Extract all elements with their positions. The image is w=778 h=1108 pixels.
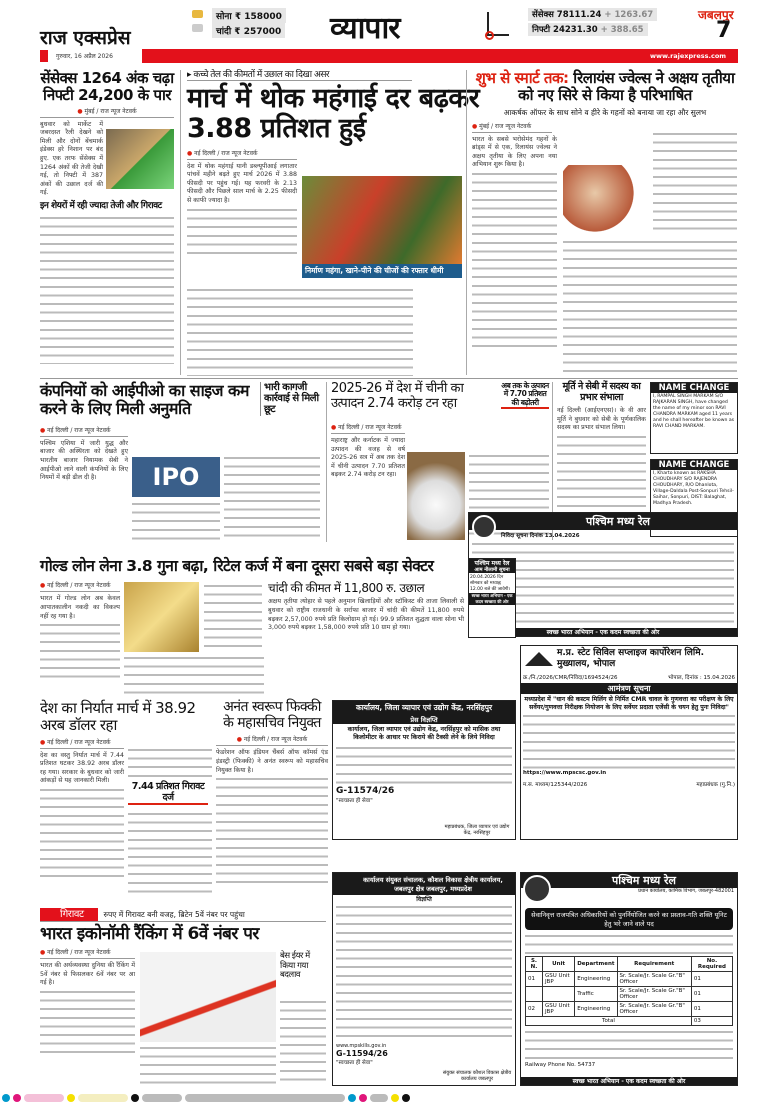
falling-graph-photo — [140, 952, 276, 1042]
body-text-lines — [40, 988, 135, 1058]
stock-chart-photo — [106, 129, 174, 189]
ad-signature: संयुक्त संचालक कौशल विकास क्षेत्रीय कार्यालय जबलपुर — [442, 1070, 512, 1082]
body-text-lines — [124, 654, 264, 694]
ad-heading: मध्यप्रदेश में "धान की कस्टम मिलिंग से निर्मित CMR चावल के गुणवत्ता का परीक्षण के लिए सर्वेयर/गुणवत्ता निरीक्षक नियोजन के लिए सर्वेयर प्रदाता एजेंसी के चयन हेतु पुनः निविदा" — [524, 696, 734, 711]
story-ipo — [40, 382, 320, 542]
vegetable-market-photo — [302, 176, 462, 264]
body-text-lines — [187, 286, 413, 376]
body-text-lines — [653, 130, 737, 235]
market-chart-icon — [487, 12, 509, 36]
ad-url[interactable]: www.mpskills.gov.in — [336, 1043, 387, 1049]
story-reliance — [466, 70, 738, 375]
ad-code: G-11574/26 — [336, 786, 395, 796]
ad-title: म.प्र. स्टेट सिविल सप्लाइज कार्पोरेशन लिमि. मुख्यालय, भोपाल — [557, 648, 705, 669]
body-text-lines — [40, 214, 174, 364]
subheadline: आकर्षक ऑफर के साथ सोने व हीरे के गहनों को बनाया जा रहा और सुलभ — [503, 107, 707, 117]
body-text-lines — [472, 170, 557, 350]
body-text: देश में थोक महंगाई यानी डब्ल्यूपीआई लगातार पांचवें महीने बढ़ते हुए मार्च 2026 में 3.88 फीसदी पर पहुंच गई। यह फरवरी के 2.13 फीसदी और पिछले साल मार्च के 2.25 फीसदी से काफी ज्यादा है। — [187, 162, 297, 204]
ad-text-lines — [525, 932, 733, 954]
body-text: भारत के सबसे भरोसेमंद गहनों के ब्रांड्स में से एक, रिलायंस ज्वेल्स ने अक्षय तृतीया के लिए अपना नया अभियान शुरू किया है। — [472, 135, 557, 169]
tag-subhead: रुपए में गिरावट बनी वजह, ब्रिटेन 5वें नंबर पर पहुंचा — [103, 909, 245, 919]
ad-text: I, Kharto known as RAKSHA CHOUDHARY S/O RAJENDRA CHOUDHARY, R/O Dhanlota, Village-Daldala Post-Sonpuri Tehsil-Saihar, Sonpuri, DIST: Balaghat, Madhya Pradesh. — [653, 471, 734, 506]
ad-aam-nilami — [468, 558, 516, 638]
body-text: महाराष्ट्र और कर्नाटक में ज्यादा उत्पादन की वजह से वर्ष 2025-26 सत्र में अब तक देश में चीनी उत्पादन 7.70 प्रतिशत बढ़कर 2.74 करोड़ टन रहा। — [331, 437, 405, 479]
ad-text: I, RAMPAL SINGH MARKAM S/O RAJKARAN SINGH, have changed the name of my minor son RAVI CHANDRA MARKAM aged 11 years and he shall hereafter be known as RAVI CHAND MARKAM. — [653, 394, 735, 429]
side-headline: बेस ईयर में किया गया बदलाव — [280, 951, 310, 981]
body-text-lines — [187, 206, 297, 256]
subhead: इन शेयरों में रही ज्यादा तेजी और गिरावट — [40, 200, 162, 211]
gold-bars-photo — [124, 582, 199, 652]
ad-ref2: म.स. माध्यम/125344/2026 महाप्रबंधक (गु.नि.) — [523, 782, 735, 788]
silver-icon — [192, 24, 203, 32]
byline: ● नई दिल्ली / राज न्यूज नेटवर्क — [187, 149, 297, 160]
section-title: व्यापार — [330, 11, 400, 46]
requirement-table — [525, 956, 733, 1026]
ad-bar: आमंत्रण सूचना — [521, 683, 737, 694]
table-row: Traffic Sr. Scale/Jr. Scale Gr."B" Officer 01 — [526, 987, 733, 1002]
ad-civil-supplies — [520, 645, 738, 840]
gold-icon — [192, 10, 203, 18]
body-text-lines — [280, 998, 326, 1086]
ad-title: पश्चिम मध्य रेल — [469, 559, 515, 567]
ad-code: G-11594/26 — [336, 1049, 388, 1058]
col-header: S. N. — [526, 957, 543, 972]
headline: भारत इकोनॉमी रैंकिंग में 6वें नंबर पर — [40, 924, 259, 945]
body-text: अक्षय तृतीया त्योहार से पहले अनुमान खिलाड़ियों और स्टॉकिस्ट की ताजा लिवाली से बुधवार को राष्ट्रीय राजधानी के सर्राफा बाजार में चांदी की कीमतें 11,800 रुपये बढ़कर 2,57,000 रुपये प्रति किलोग्राम हो गई। 99.9 प्रतिशत शुद्धता वाला सोना भी 3,000 रुपये बढ़कर 1,58,000 रुपये प्रति 10 ग्राम हो गया। — [268, 598, 464, 632]
kicker: ▸ कच्चे तेल की कीमतों में उछाल का दिखा असर — [187, 70, 412, 81]
byline: ● नई दिल्ली / राज न्यूज नेटवर्क — [40, 426, 128, 437]
ad-title: कार्यालय, जिला व्यापार एवं उद्योग केंद्र, नरसिंहपुर — [333, 701, 515, 715]
silver-price: चांदी ₹ 257000 — [212, 23, 285, 38]
story-economy — [40, 908, 326, 1088]
headline: देश का निर्यात मार्च में 38.92 अरब डॉलर रहा — [40, 699, 196, 734]
ad-footer: स्वच्छ भारत अभियान - एक कदम स्वच्छता की ओर — [469, 628, 737, 636]
divider — [40, 378, 738, 379]
website[interactable]: www.rajexpress.com — [650, 52, 727, 60]
ad-text-lines — [523, 712, 735, 770]
masthead — [0, 0, 778, 66]
story-silver — [268, 582, 464, 633]
headline: मार्च में थोक महंगाई दर बढ़कर 3.88 प्रतिशत हुई — [187, 83, 480, 145]
table-total-row: Total 03 — [526, 1017, 733, 1026]
ad-subtitle: निविदा सूचना दिनांक 13.04.2026 — [501, 533, 580, 539]
body-text-lines — [128, 746, 212, 780]
col-header: No. Required — [691, 957, 732, 972]
ad-signature: महाप्रबंधक, जिला व्यापार एवं उद्योग केंद्र, नरसिंहपुर — [444, 824, 510, 836]
ad-phone: Railway Phone No. 54737 — [525, 1062, 596, 1068]
byline: ● नई दिल्ली / राज न्यूज नेटवर्क — [331, 423, 405, 434]
red-marker — [40, 50, 48, 62]
headline: 2025-26 में देश में चीनी का उत्पादन 2.74 करोड़ टन रहा — [331, 381, 464, 411]
ad-slogan: "स्वच्छता ही सेवा" — [336, 798, 373, 804]
headline: मूर्ति ने सेबी में सदस्य का प्रभार संभाला — [562, 381, 641, 403]
story-ficci — [216, 700, 328, 900]
ad-text-lines — [336, 744, 512, 786]
headline: चांदी की कीमत में 11,800 रु. उछाल — [268, 581, 425, 595]
body-text-lines — [216, 775, 328, 885]
ad-subtitle: प्रेस विज्ञप्ति — [333, 715, 515, 724]
jewellery-model-photo — [563, 165, 643, 235]
body-text-lines — [40, 621, 120, 681]
ad-title: NAME CHANGE — [651, 460, 737, 470]
photo-caption: निर्माण महंगा, खाने-पीने की चीजों की रफ्तार धीमी — [302, 264, 462, 278]
body-text: भारत की अर्थव्यवस्था दुनिया की रैंकिंग में 5वें नंबर से फिसलकर 6वें नंबर पर आ गई है। — [40, 962, 135, 987]
body-text-lines — [224, 454, 320, 540]
nifty-ticker: निफ्टी 24231.30 + 388.65 — [528, 23, 648, 36]
body-text: नई दिल्ली (आईएनएस)। के वी आर मूर्ति ने बुधवार को सेबी के पूर्णकालिक सदस्य का प्रभार संभाल लिया। — [557, 407, 646, 432]
ad-subtitle: आम नीलामी सूचना — [469, 567, 515, 573]
logo: राज एक्सप्रेस — [40, 27, 131, 49]
body-text-lines — [563, 238, 737, 373]
story-sensex — [40, 70, 174, 375]
side-headline: भारी कागजी कार्रवाई से मिली छूट — [260, 382, 322, 416]
body-text: बुधवार को मार्केट में जबरदस्त रैली देखने को मिली और दोनों बेंचमार्क इंडेक्स हरे निशान पर बंद हुए. एक तरफ सेंसेक्स में 1264 अंकों की तेजी देखी गई, तो निफ्टी में 387 अंकों की उछाल दर्ज की गई. — [40, 120, 103, 197]
headline: अनंत स्वरूप फिक्की के महासचिव नियुक्त — [223, 699, 321, 731]
table-row: 02 GSU Unit JBP Engineering Sr. Scale/Jr. Scale Gr."B" Officer 01 — [526, 1002, 733, 1017]
byline: ● नई दिल्ली / राज न्यूज नेटवर्क — [40, 948, 135, 959]
body-text-lines — [204, 582, 262, 652]
sensex-ticker: सेंसेक्स 78111.24 + 1263.67 — [528, 8, 657, 21]
ad-text: 20.04.2026 दिन सोमवार को मध्याह्न 12.00 बजे की जावेगी। — [470, 575, 511, 592]
col-header: Department — [575, 957, 617, 972]
byline: ● मुंबई / राज न्यूज नेटवर्क — [472, 122, 552, 133]
side-box: अब तक के उत्पादन में 7.70 प्रतिशत की बढ़ोतरी — [501, 382, 549, 409]
col-header: Requirement — [617, 957, 691, 972]
railway-logo-icon — [472, 515, 496, 539]
civil-supplies-logo-icon — [525, 652, 553, 666]
byline: ● नई दिल्ली / राज न्यूज नेटवर्क — [40, 738, 124, 749]
ad-heading: कार्यालय, जिला व्यापार एवं उद्योग केंद्र, नरसिंहपुर को मासिक तथा किलोमीटर के आधार पर किराये की टैक्सी लेने के लिये निविदा — [347, 726, 501, 741]
story-export — [40, 700, 212, 900]
ad-slogan: "स्वच्छता ही सेवा" — [336, 1060, 373, 1066]
body-text-lines — [128, 810, 212, 898]
ad-title: कार्यालय संयुक्त संचालक, कौशल विकास क्षेत्रीय कार्यालय, जबलपुर क्षेत्र जबलपुर, मध्यप्रदेश — [333, 873, 515, 895]
story-goldloan — [40, 558, 464, 698]
byline: ● नई दिल्ली / राज न्यूज नेटवर्क — [216, 735, 328, 746]
ad-footer: स्वच्छ भारत अभियान - एक कदम स्वच्छता की ओर — [469, 593, 515, 605]
body-text: पश्चिम एशिया में जारी युद्ध और बाजार की अस्थिरता को देखते हुए भारतीय बाजार नियामक सेबी ने आईपीओ लाने वाली कंपनियों के लिए नियमों में बड़ी ढील दी है। — [40, 439, 128, 482]
body-text-lines — [140, 1044, 276, 1086]
headline: सेंसेक्स 1264 अंक चढ़ा निफ्टी 24,200 के पार — [40, 69, 174, 104]
sugar-photo — [407, 452, 465, 540]
ad-url[interactable]: https://www.mpscsc.gov.in — [523, 770, 607, 776]
classified-ad — [650, 382, 738, 454]
headline: गोल्ड लोन लेना 3.8 गुना बढ़ा, रिटेल कर्ज में बना दूसरा सबसे बड़ा सेक्टर — [40, 557, 434, 575]
tag: गिरावट — [40, 908, 98, 921]
ipo-photo: IPO — [132, 457, 220, 497]
col-header: Unit — [542, 957, 574, 972]
ad-skill-development — [332, 872, 516, 1086]
byline: ● नई दिल्ली / राज न्यूज नेटवर्क — [40, 581, 120, 592]
ad-footer: स्वच्छ भारत अभियान - एक कदम स्वच्छता की ओर — [521, 1077, 737, 1085]
pull-quote: 7.44 प्रतिशत गिरावट दर्ज — [128, 782, 208, 805]
body-text: भारत में गोल्ड लोन अब केवल आपातकालीन नकदी का विकल्प नहीं रह गया है। — [40, 595, 120, 620]
headline: शुभ से स्मार्ट तक: रिलायंस ज्वेल्स ने अक्षय तृतीया को नए सिरे से किया है परिभाषित — [475, 69, 735, 104]
byline: ● मुंबई / राज न्यूज नेटवर्क — [40, 107, 174, 118]
ad-text-lines — [336, 903, 512, 1043]
body-text-lines — [557, 433, 646, 518]
ad-ref: क्र./नि./2026/CMR/निविदा/1694524/26 भोपाल, दिनांक : 15.04.2026 — [523, 675, 735, 681]
ad-text-lines — [525, 1028, 733, 1062]
table-row: 01 GSU Unit JBP Engineering Sr. Scale/Jr. Scale Gr."B" Officer 01 — [526, 972, 733, 987]
ad-title: पश्चिम मध्य रेल — [469, 513, 737, 530]
headline: कंपनियों को आईपीओ का साइज कम करने के लिए मिली अनुमति — [40, 381, 249, 418]
ad-subtitle: प्रधान कार्यालय, कार्मिक विभाग, जबलपुर-482001 — [638, 888, 734, 894]
ad-subtitle: विज्ञप्ति — [416, 896, 432, 903]
gold-price: सोना ₹ 158000 — [212, 8, 286, 23]
city: जबलपुर — [698, 8, 734, 22]
page-number: 7 — [716, 18, 732, 43]
body-text: फेडरेशन ऑफ इंडियन चैंबर्स ऑफ कॉमर्स एंड इंडस्ट्री (फिक्की) ने अनंत स्वरूप को महासचिव नियुक्त किया है। — [216, 749, 328, 774]
tag-bar — [40, 908, 326, 922]
red-bar — [142, 49, 738, 63]
ad-district-industry — [332, 700, 516, 840]
body-text-lines — [132, 500, 220, 540]
ad-title: पश्चिम मध्य रेल — [521, 873, 737, 888]
body-text: देश का वस्तु निर्यात मार्च में 7.44 प्रतिशत घटकर 38.92 अरब डॉलर रह गया। सरकार के बुधवार को जारी आंकड़ों से यह जानकारी मिली। — [40, 751, 124, 785]
ad-rail-gsu — [520, 872, 738, 1086]
print-color-bar — [0, 1093, 778, 1103]
body-text-lines — [40, 786, 124, 881]
ad-banner: सेवानिवृत्त राजपत्रित अधिकारियों को पुनर्नियोजित करने का प्रस्ताव-गति शक्ति यूनिट हेतु भरे जाने वाले पद — [525, 908, 733, 930]
issue-date: गुरुवार, 16 अप्रैल 2026 — [56, 53, 113, 60]
ad-title: NAME CHANGE — [651, 383, 737, 393]
railway-logo-icon — [523, 875, 551, 903]
